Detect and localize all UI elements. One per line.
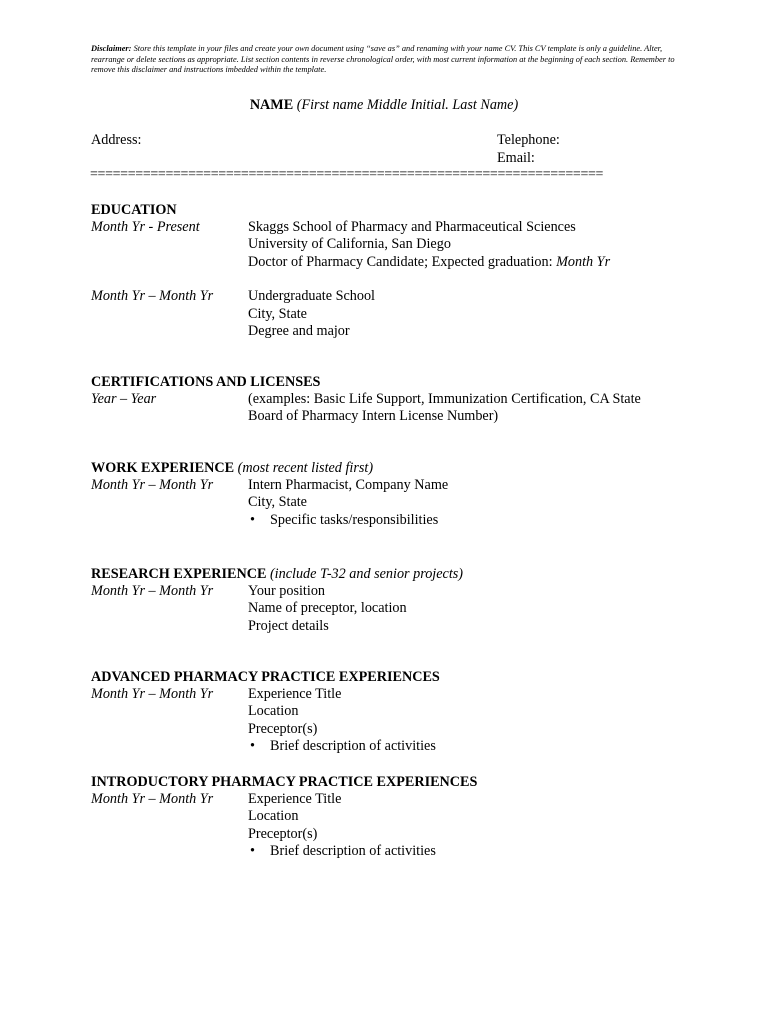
- entry-details: [248, 288, 691, 340]
- education-entry: [91, 288, 691, 340]
- disclaimer: [91, 44, 681, 76]
- section-heading-education: EDUCATION: [91, 202, 177, 218]
- entry-date: Month Yr – Month Yr: [91, 791, 214, 807]
- entry-details: [248, 583, 691, 635]
- section-heading-appe: ADVANCED PHARMACY PRACTICE EXPERIENCES: [91, 669, 440, 685]
- address-label: Address:: [91, 132, 142, 148]
- bullet-item: • Brief description of activities: [248, 843, 691, 860]
- entry-date: Month Yr – Month Yr: [91, 477, 214, 493]
- entry-date: Month Yr - Present: [91, 219, 200, 235]
- research-section: [91, 566, 691, 635]
- email-label: Email:: [497, 150, 535, 166]
- entry-date: Month Yr – Month Yr: [91, 583, 214, 599]
- entry-date: Year – Year: [91, 391, 157, 407]
- appe-entry: [91, 686, 691, 756]
- entry-line: Preceptor(s): [248, 825, 318, 842]
- divider-rule: ====================================================================: [90, 167, 604, 182]
- entry-line: Board of Pharmacy Intern License Number): [248, 408, 499, 425]
- entry-line: University of California, San Diego: [248, 236, 451, 253]
- name-hint: (First name Middle Initial. Last Name): [296, 97, 519, 113]
- education-entry: [91, 219, 691, 271]
- entry-details: [248, 686, 691, 756]
- ippe-section: [91, 774, 691, 861]
- entry-line: City, State: [248, 494, 307, 511]
- work-heading-hint: (most recent listed first): [237, 460, 374, 476]
- degree-date: Month Yr: [556, 253, 611, 270]
- ippe-entry: [91, 791, 691, 861]
- entry-line: Skaggs School of Pharmacy and Pharmaceutical Sciences: [248, 219, 576, 235]
- section-heading-ippe: INTRODUCTORY PHARMACY PRACTICE EXPERIENCES: [91, 774, 478, 790]
- entry-line: Your position: [248, 583, 326, 599]
- entry-details: [248, 219, 691, 271]
- bullet-item: • Brief description of activities: [248, 738, 691, 755]
- section-heading-research: [91, 566, 691, 583]
- name-line: [0, 97, 768, 114]
- research-entry: [91, 583, 691, 635]
- bullet-item: • Specific tasks/responsibilities: [248, 512, 691, 529]
- work-entry: [91, 477, 691, 529]
- entry-line: (examples: Basic Life Support, Immunization Certification, CA State: [248, 391, 641, 407]
- degree-text: Doctor of Pharmacy Candidate; Expected graduation:: [248, 253, 557, 270]
- disclaimer-text: Store this template in your files and create your own document using “save as” and renaming with your name CV. This CV template is only a guideline. Alter, rearrange or delete sections as appropriate. List section contents in reverse chronological order, with most current information at the beginning of each section. Remember to remove this disclaimer and instructions imbedded within the template.: [91, 44, 675, 75]
- entry-date: Month Yr – Month Yr: [91, 686, 214, 702]
- name-label: NAME: [249, 97, 294, 113]
- entry-line: Experience Title: [248, 686, 342, 702]
- telephone-label: Telephone:: [497, 132, 560, 148]
- entry-date: Month Yr – Month Yr: [91, 288, 214, 305]
- entry-line: Location: [248, 703, 299, 720]
- entry-line: Preceptor(s): [248, 720, 318, 737]
- appe-section: [91, 669, 691, 756]
- disclaimer-label: Disclaimer:: [91, 44, 132, 53]
- entry-line: Location: [248, 808, 299, 825]
- contact-block: [497, 132, 560, 168]
- entry-line: [248, 254, 691, 271]
- research-heading-hint: (include T-32 and senior projects): [269, 566, 464, 582]
- entry-line: Undergraduate School: [248, 288, 375, 305]
- work-heading-text: WORK EXPERIENCE: [91, 460, 235, 476]
- entry-line: Experience Title: [248, 791, 342, 807]
- entry-details: [248, 477, 691, 529]
- entry-details: [248, 791, 691, 861]
- entry-line: City, State: [248, 305, 307, 322]
- research-heading-text: RESEARCH EXPERIENCE: [91, 566, 267, 582]
- entry-line: Name of preceptor, location: [248, 600, 407, 617]
- certification-entry: [91, 391, 691, 426]
- section-heading-certifications: CERTIFICATIONS AND LICENSES: [91, 374, 321, 390]
- section-heading-work: [91, 460, 691, 477]
- entry-line: Intern Pharmacist, Company Name: [248, 477, 449, 493]
- entry-line: Project details: [248, 617, 329, 634]
- entry-line: Degree and major: [248, 322, 350, 339]
- certifications-section: [91, 374, 691, 426]
- entry-details: [248, 391, 691, 426]
- education-section: [91, 202, 691, 340]
- work-section: [91, 460, 691, 529]
